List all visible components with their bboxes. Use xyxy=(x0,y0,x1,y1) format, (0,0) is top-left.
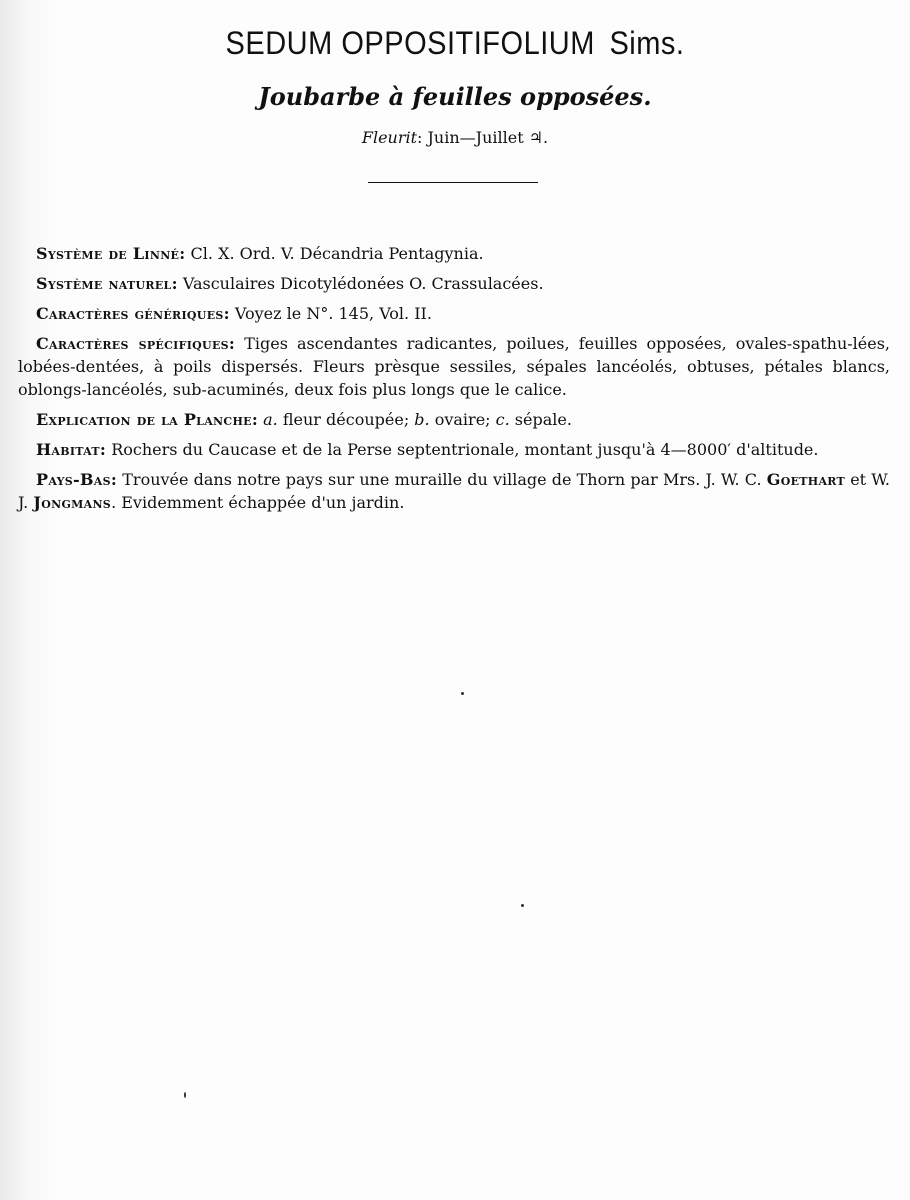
common-name: Joubarbe à feuilles opposées. xyxy=(258,82,652,111)
plate-ref-c: c. xyxy=(495,410,510,429)
flowering-value: : Juin—Juillet ♃. xyxy=(417,128,549,147)
entry-natural-system xyxy=(18,272,890,295)
entry-netherlands xyxy=(18,468,890,514)
entry-label: Caractères génériques: xyxy=(36,304,230,323)
entry-label: Système de Linné: xyxy=(36,244,186,263)
collector-name: Goethart xyxy=(766,470,846,489)
paper-speck xyxy=(184,1092,186,1098)
collector-name: Jongmans xyxy=(33,493,112,512)
entry-text: et W. J. xyxy=(18,470,891,512)
entry-label: Pays-Bas: xyxy=(36,470,118,489)
entry-text: Cl. X. Ord. V. Décandria Pentagynia. xyxy=(185,244,484,263)
entry-text: Trouvée dans notre pays sur une muraille du village de Thorn par Mrs. J. W. C. xyxy=(117,470,767,489)
species-author: Sims. xyxy=(609,26,685,62)
flowering-label: Fleurit xyxy=(361,128,418,147)
plate-ref-b: b. xyxy=(414,410,430,429)
entry-label: Explication de la Planche: xyxy=(36,410,259,429)
entry-text: . Evidemment échappée d'un jardin. xyxy=(111,493,405,512)
species-name: SEDUM OPPOSITIFOLIUM xyxy=(225,26,595,62)
entry-text: Vasculaires Dicotylédonées O. Crassulacées. xyxy=(177,274,544,293)
entry-text: ovaire; xyxy=(429,410,496,429)
paper-speck xyxy=(521,904,524,907)
entry-generic-characters xyxy=(18,302,890,325)
flowering-line xyxy=(0,128,910,147)
entry-text: fleur découpée; xyxy=(277,410,415,429)
entry-text: Rochers du Caucase et de la Perse septentrionale, montant jusqu'à 4—8000′ d'altitude. xyxy=(106,440,819,459)
entry-label: Caractères spécifiques: xyxy=(36,334,236,353)
entry-label: Système naturel: xyxy=(36,274,178,293)
entry-linnaean-system xyxy=(18,242,890,265)
description-body xyxy=(18,242,890,521)
species-title xyxy=(0,26,910,63)
plate-ref-a: a. xyxy=(263,410,278,429)
entry-habitat xyxy=(18,438,890,461)
entry-text: Tiges ascendantes radicantes, poilues, feuilles opposées, ovales-spathu-lées, lobées-dentées, à poils dispersés. Fleurs prèsque sessiles, sépales lancéolés, obtuses, pétales blancs, oblongs-lancéolés, sub-acuminés, deux fois plus longs que le calice. xyxy=(18,334,891,399)
entry-text: sépale. xyxy=(509,410,572,429)
divider-rule xyxy=(368,182,538,183)
paper-speck xyxy=(461,692,464,695)
entry-plate-explanation xyxy=(18,408,890,431)
entry-specific-characters xyxy=(18,332,890,401)
entry-label: Habitat: xyxy=(36,440,107,459)
entry-text: Voyez le N°. 145, Vol. II. xyxy=(229,304,432,323)
